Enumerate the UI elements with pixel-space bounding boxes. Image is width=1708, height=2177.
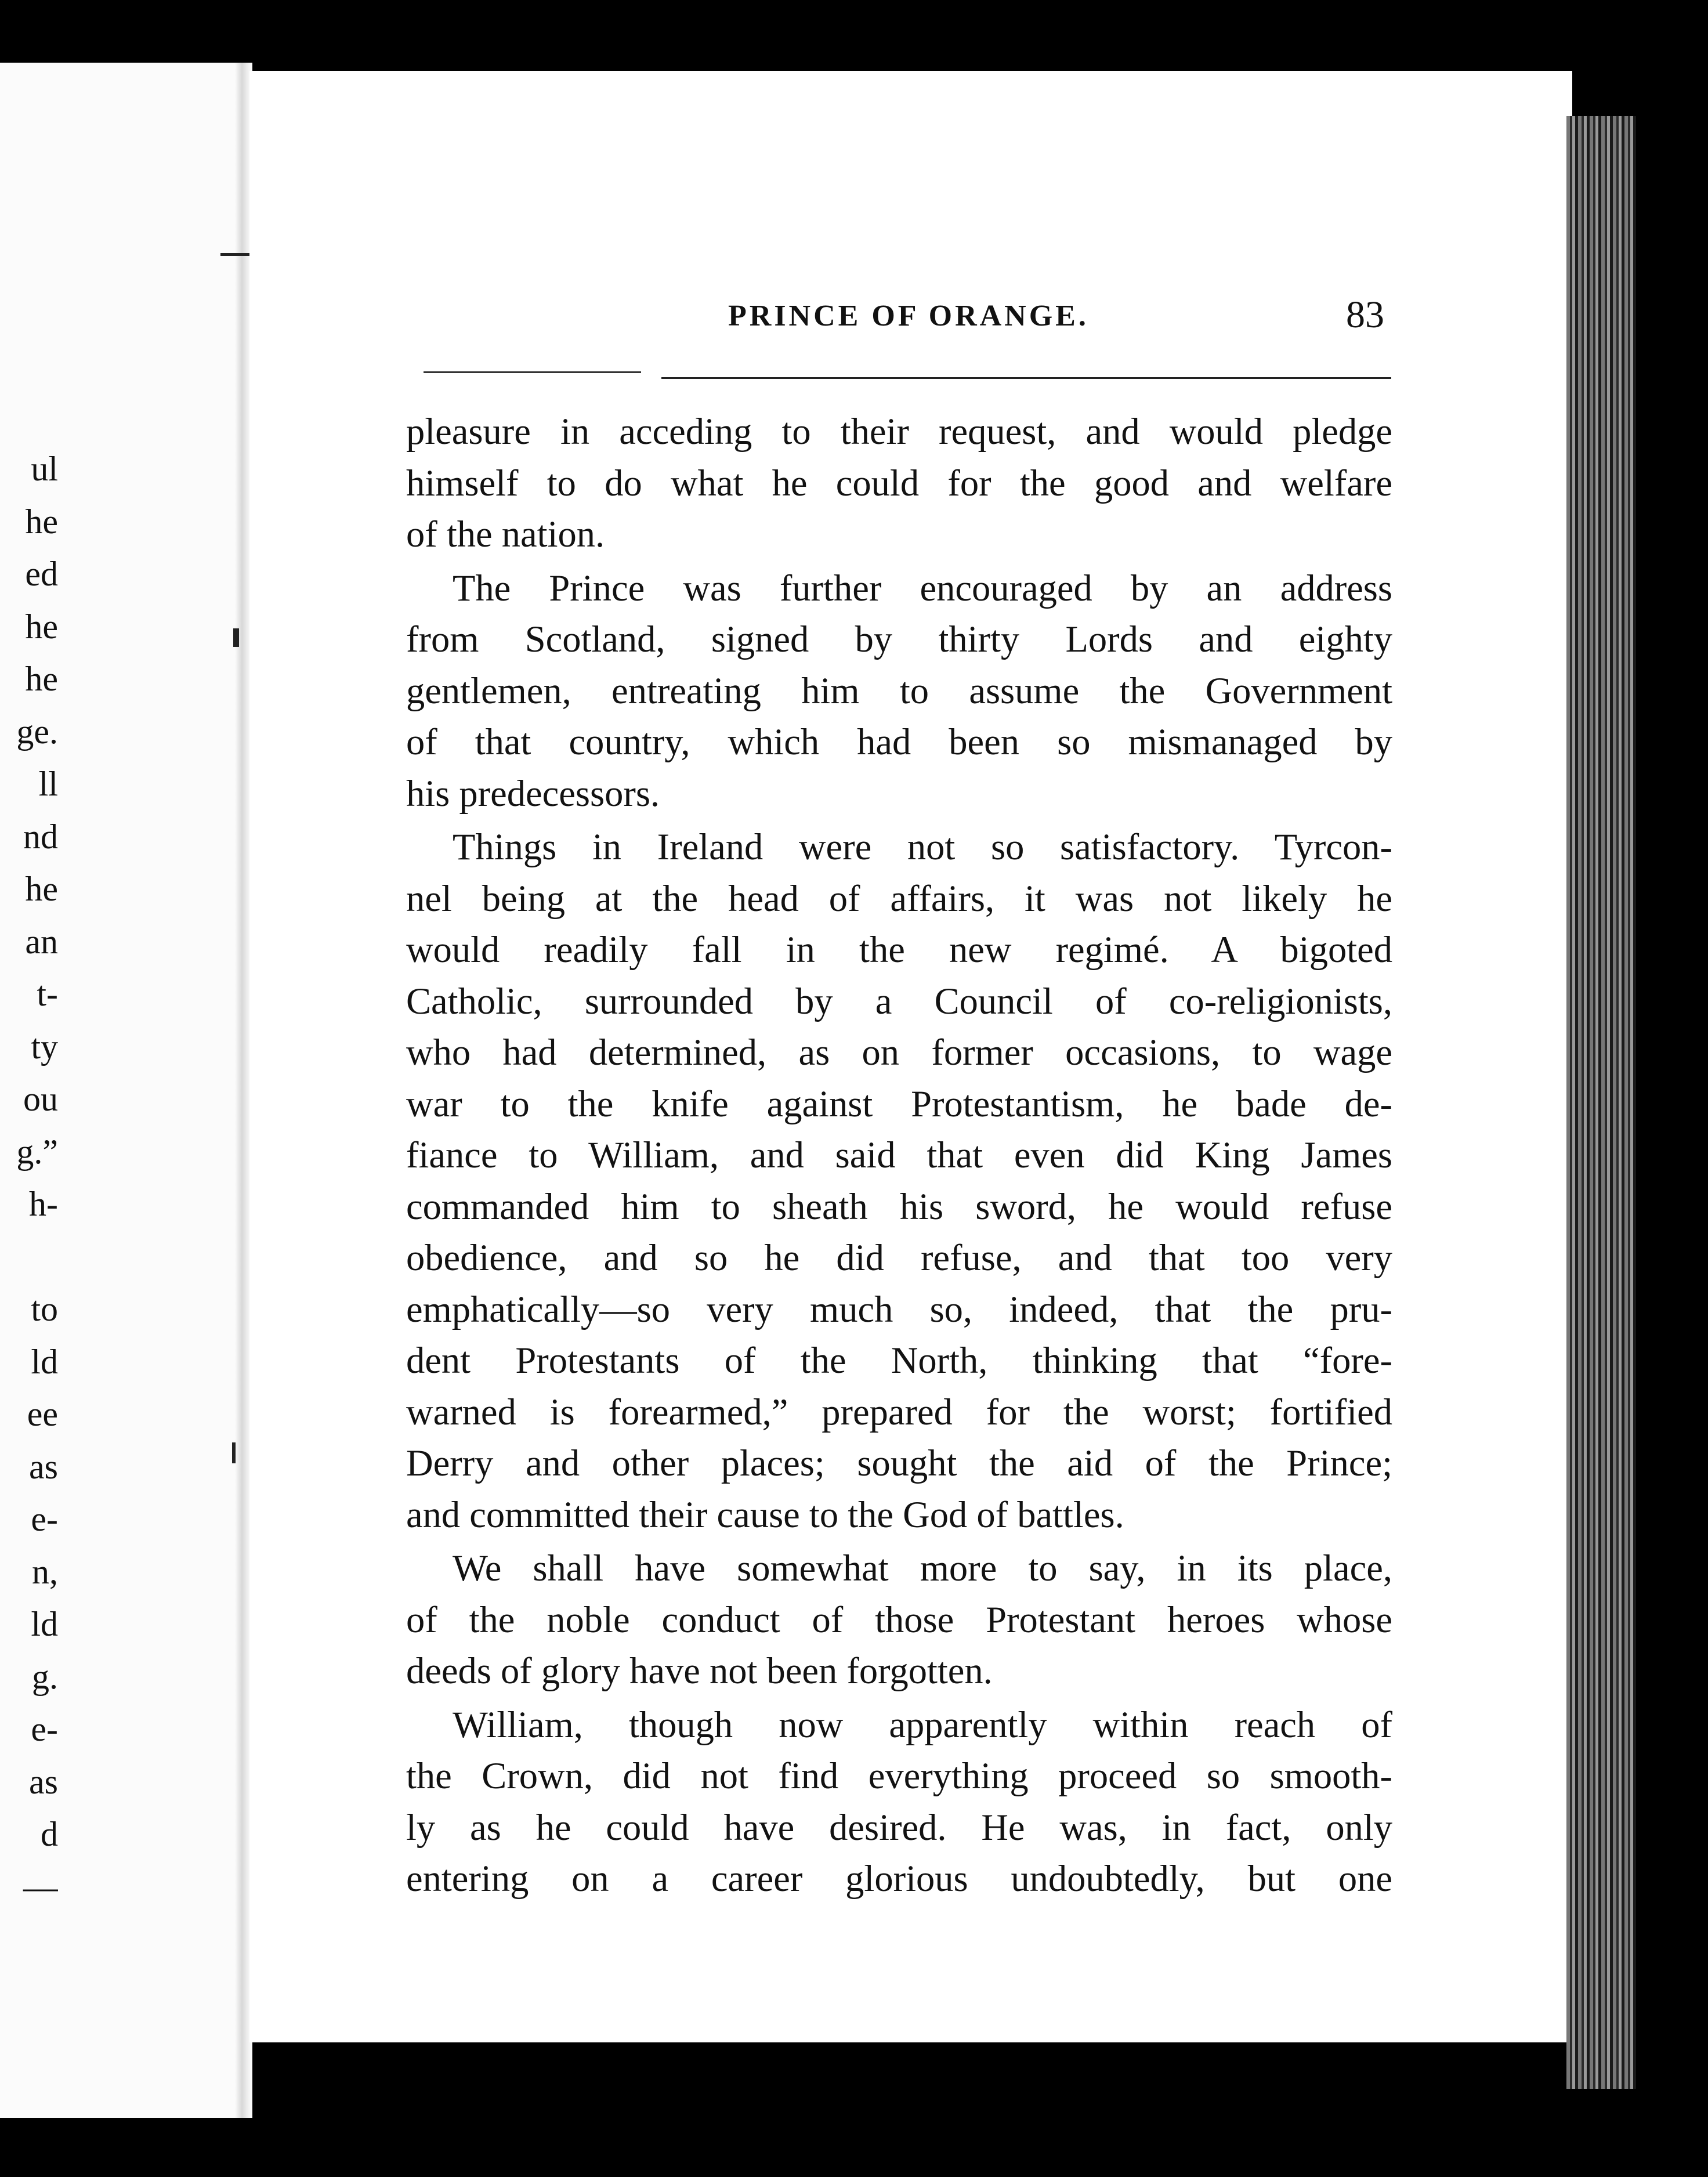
text-line: and committed their cause to the God of battles. [406,1493,1124,1535]
text-line: obedience, and so he did refuse, and that too very [406,1237,1392,1278]
text-line: from Scotland, signed by thirty Lords and eighty [406,619,1392,660]
left-page-fragment: ge. [16,712,58,751]
body-text [406,406,1392,1905]
paragraph [406,406,1392,560]
left-page-fragment: t- [37,975,58,1013]
gutter-stitch-mark [233,628,239,647]
header-rule [661,377,1391,379]
left-page-fragment: ou [23,1080,58,1118]
text-line: emphatically—so very much so, indeed, that the pru- [406,1288,1392,1330]
left-page-fragment: nd [23,817,58,856]
text-line: dent Protestants of the North, thinking that “fore- [406,1340,1392,1381]
paragraph [406,1543,1392,1697]
text-line: ly as he could have desired. He was, in fact, only [406,1806,1392,1848]
text-line: nel being at the head of affairs, it was not likely he [406,877,1392,919]
left-page-fragment [0,1231,58,1283]
left-page-fragment: g. [32,1657,58,1696]
text-line: fiance to William, and said that even did King James [406,1134,1392,1176]
left-page-fragment: to [31,1290,58,1328]
text-line: would readily fall in the new regimé. A bigoted [406,929,1392,970]
left-facing-page [0,63,249,2118]
text-line: commanded him to sheath his sword, he would refuse [406,1185,1392,1227]
text-line: war to the knife against Protestantism, he bade de- [406,1083,1392,1124]
left-page-fragment: — [23,1867,58,1906]
text-line: entering on a career glorious undoubtedly, but one [406,1858,1392,1899]
left-page-fragment: d [41,1815,58,1853]
text-line: deeds of glory have not been forgotten. [406,1650,993,1691]
left-page-fragment: as [29,1447,58,1486]
header-rule [424,371,641,373]
text-line: Things in Ireland were not so satisfactory. Tyrcon- [453,826,1392,867]
left-page-fragment: g.” [16,1132,58,1171]
paragraph [406,563,1392,820]
left-page-fragment: he [25,870,58,908]
text-line: pleasure in acceding to their request, and would pledge [406,411,1392,452]
left-page-fragment: n, [32,1552,58,1591]
left-page-fragment: he [25,660,58,698]
paragraph [406,1699,1392,1905]
text-line: his predecessors. [406,772,660,814]
text-line: William, though now apparently within reach of [453,1704,1392,1745]
left-page-fragment: e- [31,1500,58,1538]
text-line: We shall have somewhat more to say, in its place, [453,1547,1392,1589]
text-line: of that country, which had been so mismanaged by [406,721,1392,762]
paragraph [406,822,1392,1540]
text-line: of the nation. [406,513,605,555]
left-page-fragment: h- [29,1185,58,1223]
left-page-fragment: ll [38,765,58,803]
left-page-fragment: ld [31,1605,58,1643]
text-line: Catholic, surrounded by a Council of co-religionists, [406,980,1392,1022]
running-head: PRINCE OF ORANGE. [728,299,1089,332]
left-page-fragment: as [29,1762,58,1801]
text-line: The Prince was further encouraged by an address [453,567,1392,609]
left-page-text-fragments [0,443,58,1913]
left-page-fragment: ed [25,555,58,593]
text-line: the Crown, did not find everything proceed so smooth- [406,1755,1392,1796]
page-edges [1566,116,1636,2089]
text-line: Derry and other places; sought the aid of the Prince; [406,1442,1392,1484]
left-page-fragment: an [25,922,58,961]
text-line: warned is forearmed,” prepared for the worst; fortified [406,1391,1392,1433]
left-page-fragment: ee [27,1395,58,1433]
left-page-fragment: he [25,502,58,541]
text-line: who had determined, as on former occasions, to wage [406,1032,1392,1073]
left-page-fragment: e- [31,1710,58,1748]
left-page-fragment: he [25,607,58,646]
gutter-stitch-mark [232,1442,236,1463]
text-line: himself to do what he could for the good and welfare [406,462,1392,504]
page-number: 83 [1346,294,1384,336]
left-page-fragment: ld [31,1342,58,1381]
text-line: of the noble conduct of those Protestant heroes whose [406,1599,1392,1640]
text-line: gentlemen, entreating him to assume the Government [406,670,1392,711]
left-page-fragment: ty [31,1027,58,1066]
left-page-fragment: ul [31,450,58,488]
